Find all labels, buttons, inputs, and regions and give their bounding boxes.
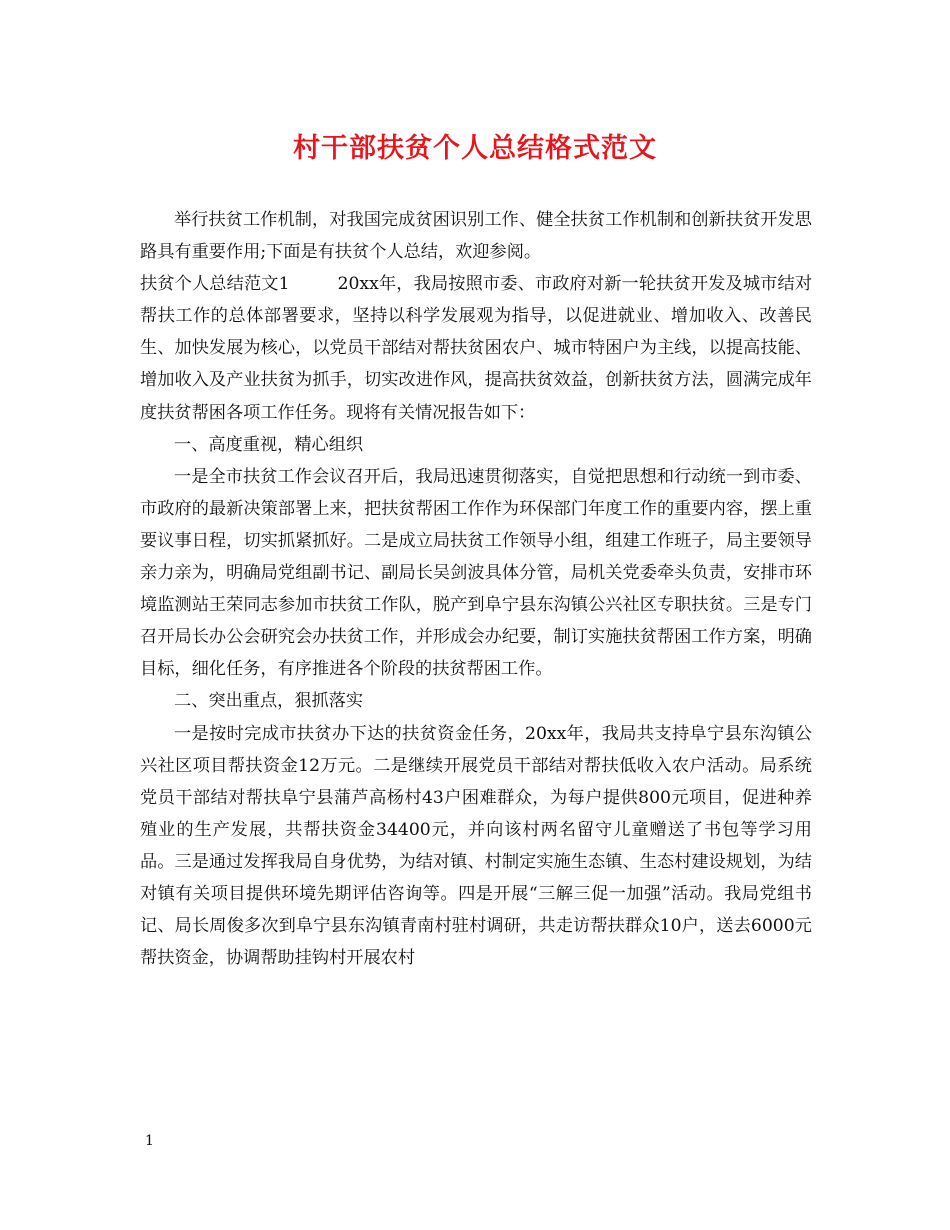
document-body <box>140 204 812 974</box>
document-title: 村干部扶贫个人总结格式范文 <box>293 133 657 164</box>
section-heading-2: 二、突出重点，狠抓落实 <box>174 691 364 712</box>
sample-label: 扶贫个人总结范文1 <box>140 274 290 295</box>
sample-paragraph <box>140 268 812 428</box>
section-paragraph-2: 一是按时完成市扶贫办下达的扶贫资金任务，20xx年，我局共支持阜宁县东沟镇公兴社区项目帮扶资金12万元。二是继续开展党员干部结对帮扶低收入农户活动。局系统党员干部结对帮扶阜宁县蒲芦高杨村43户困难群众，为每户提供800元项目，促进种养殖业的生产发展，共帮扶资金34400元，并向该村两名留守儿童赠送了书包等学习用品。三是通过发挥我局自身优势，为结对镇、村制定实施生态镇、生态村建设规划，为结对镇有关项目提供环境先期评估咨询等。四是开展“三解三促一加强”活动。我局党组书记、局长周俊多次到阜宁县东沟镇青南村驻村调研，共走访帮扶群众10户，送去6000元帮扶资金，协调帮助挂钩村开展农村 <box>140 723 812 969</box>
section-heading-1: 一、高度重视，精心组织 <box>174 434 364 455</box>
intro-paragraph: 举行扶贫工作机制，对我国完成贫困识别工作、健全扶贫工作机制和创新扶贫开发思路具有重要作用;下面是有扶贫个人总结，欢迎参阅。 <box>140 210 812 263</box>
page-number: 1 <box>145 1133 154 1149</box>
section-paragraph-1: 一是全市扶贫工作会议召开后，我局迅速贯彻落实，自觉把思想和行动统一到市委、市政府的最新决策部署上来，把扶贫帮困工作作为环保部门年度工作的重要内容，摆上重要议事日程，切实抓紧抓好。二是成立局扶贫工作领导小组，组建工作班子，局主要领导亲力亲为，明确局党组副书记、副局长吴剑波具体分管，局机关党委牵头负责，安排市环境监测站王荣同志参加市扶贫工作队，脱产到阜宁县东沟镇公兴社区专职扶贫。三是专门召开局长办公会研究会办扶贫工作，并形成会办纪要，制订实施扶贫帮困工作方案，明确目标，细化任务，有序推进各个阶段的扶贫帮困工作。 <box>140 466 812 680</box>
sample-body: 20xx年，我局按照市委、市政府对新一轮扶贫开发及城市结对帮扶工作的总体部署要求，坚持以科学发展观为指导，以促进就业、增加收入、改善民生、加快发展为核心，以党员干部结对帮扶贫困农户、城市特困户为主线，以提高技能、增加收入及产业扶贫为抓手，切实改进作风，提高扶贫效益，创新扶贫方法，圆满完成年度扶贫帮困各项工作任务。现将有关情况报告如下： <box>140 274 813 423</box>
